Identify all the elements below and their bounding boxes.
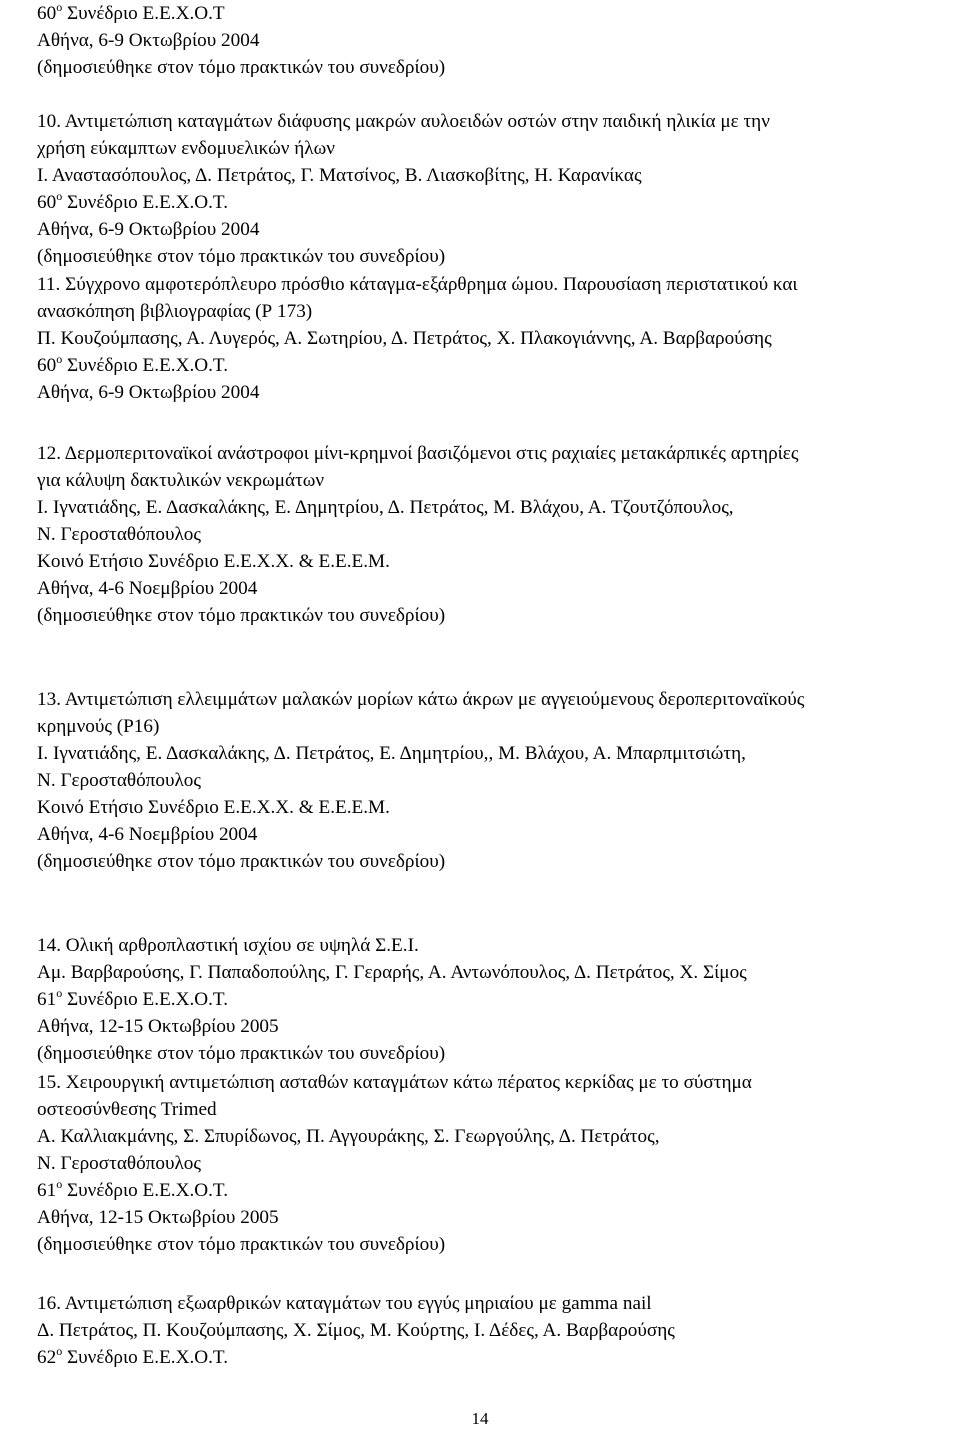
- entry-authors: Δ. Πετράτος, Π. Κουζούμπασης, Χ. Σίμος, Μ. Κούρτης, Ι. Δέδες, Α. Βαρβαρούσης: [37, 1320, 675, 1341]
- entry-title-line: ανασκόπηση βιβλιογραφίας (Ρ 173): [37, 301, 313, 322]
- conference-name: Συνέδριο Ε.Ε.Χ.Ο.Τ.: [62, 1180, 228, 1201]
- conference-name: Συνέδριο Ε.Ε.Χ.Ο.Τ: [62, 3, 225, 24]
- entry-number: 11.: [37, 274, 61, 295]
- conference-line: [37, 986, 960, 1013]
- conference-line: [37, 1344, 960, 1371]
- publication-entry-11: [37, 271, 960, 406]
- ordinal-mark: ο: [56, 188, 63, 203]
- conference-name: Συνέδριο Ε.Ε.Χ.Ο.Τ.: [62, 1347, 228, 1368]
- entry-title: Αντιμετώπιση καταγμάτων διάφυσης μακρών αυλοειδών οστών στην παιδική ηλικία με την: [64, 111, 770, 132]
- entry-title-line: χρήση εύκαμπτων ενδομυελικών ήλων: [37, 138, 335, 159]
- publication-note: (δημοσιεύθηκε στον τόμο πρακτικών του συνεδρίου): [37, 246, 446, 267]
- publication-entry-16: [37, 1290, 960, 1371]
- conference-number: 62: [37, 1347, 57, 1368]
- entry-title-line: [37, 440, 960, 467]
- entry-title-line: [37, 686, 960, 713]
- entry-title-line: [37, 1290, 960, 1317]
- entry-title: Αντιμετώπιση εξωαρθρικών καταγμάτων του εγγύς μηριαίου με gamma nail: [64, 1293, 652, 1314]
- conference-line: [37, 1177, 960, 1204]
- entry-number: 13.: [37, 689, 61, 710]
- publication-note: (δημοσιεύθηκε στον τόμο πρακτικών του συνεδρίου): [37, 851, 446, 872]
- conference-number: 60: [37, 192, 57, 213]
- entry-title: Χειρουργική αντιμετώπιση ασταθών καταγμάτων κάτω πέρατος κερκίδας με το σύστημα: [65, 1072, 752, 1093]
- entry-number: 16.: [37, 1293, 61, 1314]
- entry-title-line: για κάλυψη δακτυλικών νεκρωμάτων: [37, 470, 325, 491]
- conference-number: 61: [37, 989, 57, 1010]
- publication-entry-13: [37, 686, 960, 875]
- entry-number: 10.: [37, 111, 61, 132]
- ordinal-mark: ο: [56, 0, 63, 14]
- entry-title-line: κρημνούς (Ρ16): [37, 716, 160, 737]
- conference-name: Συνέδριο Ε.Ε.Χ.Ο.Τ.: [62, 355, 228, 376]
- ordinal-mark: ο: [56, 1343, 63, 1358]
- entry-number: 12.: [37, 443, 61, 464]
- entry-title-line: [37, 108, 960, 135]
- place-date-line: Αθήνα, 4-6 Νοεμβρίου 2004: [37, 578, 258, 599]
- entry-authors: Ν. Γεροσταθόπουλος: [37, 770, 201, 791]
- ordinal-mark: ο: [56, 1176, 63, 1191]
- entry-authors: Α. Καλλιακμάνης, Σ. Σπυρίδωνος, Π. Αγγουράκης, Σ. Γεωργούλης, Δ. Πετράτος,: [37, 1126, 660, 1147]
- publication-entry-14: [37, 932, 960, 1067]
- entry-authors: Ι. Ιγνατιάδης, Ε. Δασκαλάκης, Δ. Πετράτος, Ε. Δημητρίου,, Μ. Βλάχου, Α. Μπαρπμιτσιώτη,: [37, 743, 746, 764]
- entry-authors: Ι. Ιγνατιάδης, Ε. Δασκαλάκης, Ε. Δημητρίου, Δ. Πετράτος, Μ. Βλάχου, Α. Τζουτζόπουλος,: [37, 497, 734, 518]
- ordinal-mark: ο: [56, 351, 63, 366]
- entry-authors: Π. Κουζούμπασης, Α. Λυγερός, Α. Σωτηρίου, Δ. Πετράτος, Χ. Πλακογιάννης, Α. Βαρβαρούσης: [37, 328, 772, 349]
- previous-entry-tail: [37, 0, 960, 81]
- publication-entry-10: [37, 108, 960, 270]
- conference-name: Συνέδριο Ε.Ε.Χ.Ο.Τ.: [62, 192, 228, 213]
- publication-note: (δημοσιεύθηκε στον τόμο πρακτικών του συνεδρίου): [37, 605, 446, 626]
- publication-note: (δημοσιεύθηκε στον τόμο πρακτικών του συνεδρίου): [37, 1234, 446, 1255]
- place-date-line: Αθήνα, 6-9 Οκτωβρίου 2004: [37, 382, 260, 403]
- page-number: 14: [471, 1409, 489, 1428]
- publication-entry-15: [37, 1069, 960, 1258]
- conference-line: [37, 0, 960, 27]
- entry-authors: Ν. Γεροσταθόπουλος: [37, 1153, 201, 1174]
- publication-note: (δημοσιεύθηκε στον τόμο πρακτικών του συνεδρίου): [37, 57, 446, 78]
- entry-authors: Ι. Αναστασόπουλος, Δ. Πετράτος, Γ. Ματσίνος, Β. Λιασκοβίτης, Η. Καρανίκας: [37, 165, 642, 186]
- entry-title-line: [37, 932, 960, 959]
- conference-line: [37, 189, 960, 216]
- conference-line: Κοινό Ετήσιο Συνέδριο Ε.Ε.Χ.Χ. & Ε.Ε.Ε.Μ.: [37, 797, 390, 818]
- entry-authors: Ν. Γεροσταθόπουλος: [37, 524, 201, 545]
- conference-name: Συνέδριο Ε.Ε.Χ.Ο.Τ.: [62, 989, 228, 1010]
- entry-title-line: [37, 271, 960, 298]
- conference-line: Κοινό Ετήσιο Συνέδριο Ε.Ε.Χ.Χ. & Ε.Ε.Ε.Μ.: [37, 551, 390, 572]
- publication-note: (δημοσιεύθηκε στον τόμο πρακτικών του συνεδρίου): [37, 1043, 446, 1064]
- conference-line: [37, 352, 960, 379]
- entry-title-line: [37, 1069, 960, 1096]
- ordinal-mark: ο: [56, 985, 63, 1000]
- entry-number: 15.: [37, 1072, 61, 1093]
- entry-title: Σύγχρονο αμφοτερόπλευρο πρόσθιο κάταγμα-εξάρθρημα ώμου. Παρουσίαση περιστατικού και: [65, 274, 798, 295]
- place-date-line: Αθήνα, 6-9 Οκτωβρίου 2004: [37, 30, 260, 51]
- entry-title-line: οστεοσύνθεσης Trimed: [37, 1099, 217, 1120]
- conference-number: 61: [37, 1180, 57, 1201]
- entry-authors: Αμ. Βαρβαρούσης, Γ. Παπαδοπούλης, Γ. Γεραρής, Α. Αντωνόπουλος, Δ. Πετράτος, Χ. Σίμος: [37, 962, 747, 983]
- place-date-line: Αθήνα, 12-15 Οκτωβρίου 2005: [37, 1016, 279, 1037]
- place-date-line: Αθήνα, 6-9 Οκτωβρίου 2004: [37, 219, 260, 240]
- conference-number: 60: [37, 3, 57, 24]
- place-date-line: Αθήνα, 4-6 Νοεμβρίου 2004: [37, 824, 258, 845]
- entry-number: 14.: [37, 935, 61, 956]
- entry-title: Ολική αρθροπλαστική ισχίου σε υψηλά Σ.Ε.Ι.: [65, 935, 419, 956]
- entry-title: Αντιμετώπιση ελλειμμάτων μαλακών μορίων κάτω άκρων με αγγειούμενους δεροπεριτοναϊκούς: [64, 689, 805, 710]
- publication-entry-12: [37, 440, 960, 629]
- conference-number: 60: [37, 355, 57, 376]
- place-date-line: Αθήνα, 12-15 Οκτωβρίου 2005: [37, 1207, 279, 1228]
- entry-title: Δερμοπεριτοναϊκοί ανάστροφοι μίνι-κρημνοί βασιζόμενοι στις ραχιαίες μετακάρπικές αρτηρίες: [64, 443, 799, 464]
